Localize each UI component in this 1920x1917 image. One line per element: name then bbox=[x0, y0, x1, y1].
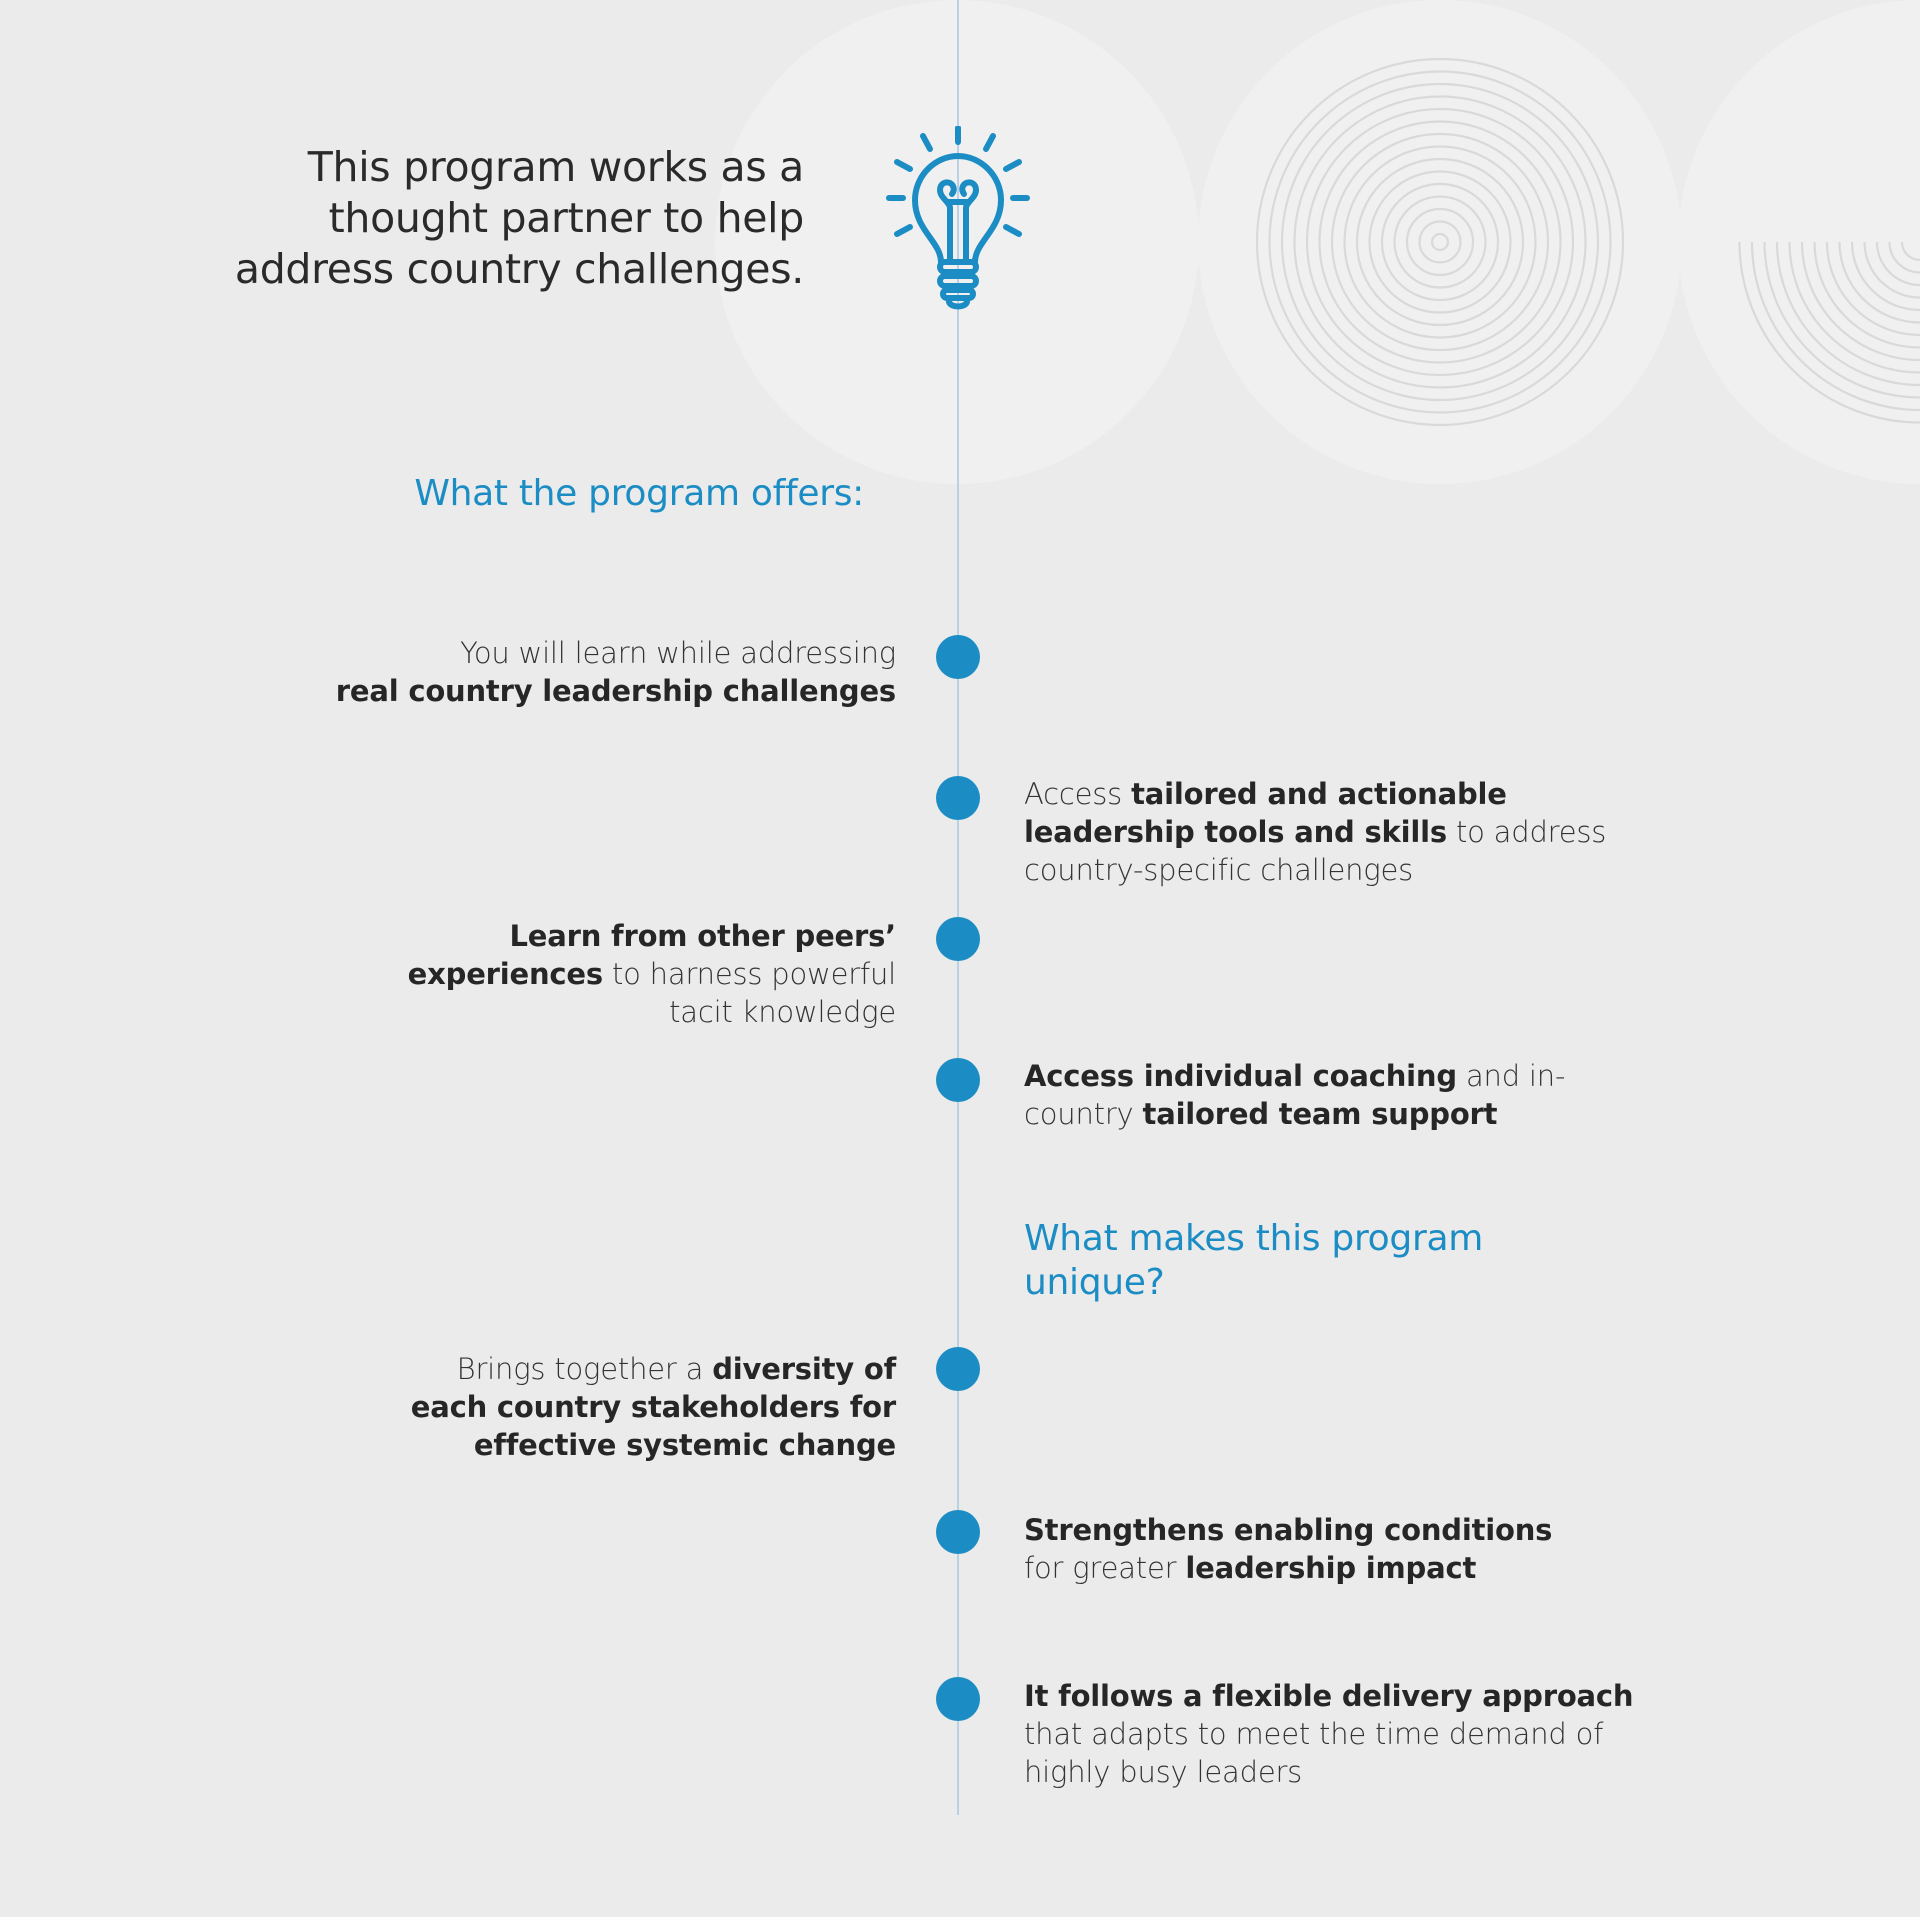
offer-3-bold: Learn from other peers’ experiences bbox=[407, 919, 896, 991]
offer-4-bold: Access individual coaching bbox=[1024, 1059, 1457, 1093]
timeline-dot bbox=[936, 1677, 980, 1721]
offer-4-bold-2: tailored team support bbox=[1142, 1097, 1498, 1131]
offer-item-2 bbox=[1024, 775, 1664, 889]
lightbulb-icon bbox=[885, 126, 1031, 310]
offers-heading: What the program offers: bbox=[414, 473, 864, 514]
unique-1-bold: diversity of each country stakeholders for effective systemic change bbox=[410, 1352, 896, 1462]
timeline-dot bbox=[936, 1058, 980, 1102]
unique-2-bold: Strengthens enabling conditions bbox=[1024, 1513, 1553, 1547]
offer-2-bold: tailored and actionable leadership tools and skills bbox=[1024, 777, 1507, 849]
unique-item-3 bbox=[1024, 1677, 1664, 1791]
timeline-dot bbox=[936, 1347, 980, 1391]
offer-4-text: and in-country bbox=[1024, 1059, 1566, 1131]
offer-item-4 bbox=[1024, 1057, 1664, 1133]
unique-item-1 bbox=[376, 1350, 896, 1464]
unique-heading: What makes this program unique? bbox=[1024, 1218, 1483, 1303]
timeline-dot bbox=[936, 1510, 980, 1554]
offer-2-text: Access bbox=[1024, 777, 1132, 811]
headline-line-1: This program works as a bbox=[307, 143, 804, 191]
offer-1-text: You will learn while addressing bbox=[460, 636, 896, 670]
timeline-dot bbox=[936, 917, 980, 961]
unique-2-text: for greater bbox=[1024, 1551, 1186, 1585]
timeline-dot bbox=[936, 635, 980, 679]
offer-2-text-end: to address country-specific challenges bbox=[1024, 815, 1607, 887]
headline bbox=[84, 142, 804, 295]
offer-item-3 bbox=[376, 917, 896, 1031]
offer-1-bold: real country leadership challenges bbox=[335, 674, 896, 708]
offer-item-1 bbox=[276, 634, 896, 710]
unique-2-bold-2: leadership impact bbox=[1185, 1551, 1477, 1585]
headline-line-3: address country challenges. bbox=[234, 245, 804, 293]
unique-1-text: Brings together a bbox=[456, 1352, 713, 1386]
offer-3-text: to harness powerful tacit knowledge bbox=[602, 957, 896, 1029]
timeline-dot bbox=[936, 776, 980, 820]
headline-line-2: thought partner to help bbox=[328, 194, 804, 242]
unique-3-text: that adapts to meet the time demand of highly busy leaders bbox=[1024, 1717, 1604, 1789]
unique-3-bold: It follows a flexible delivery approach bbox=[1024, 1679, 1634, 1713]
unique-item-2 bbox=[1024, 1511, 1584, 1587]
